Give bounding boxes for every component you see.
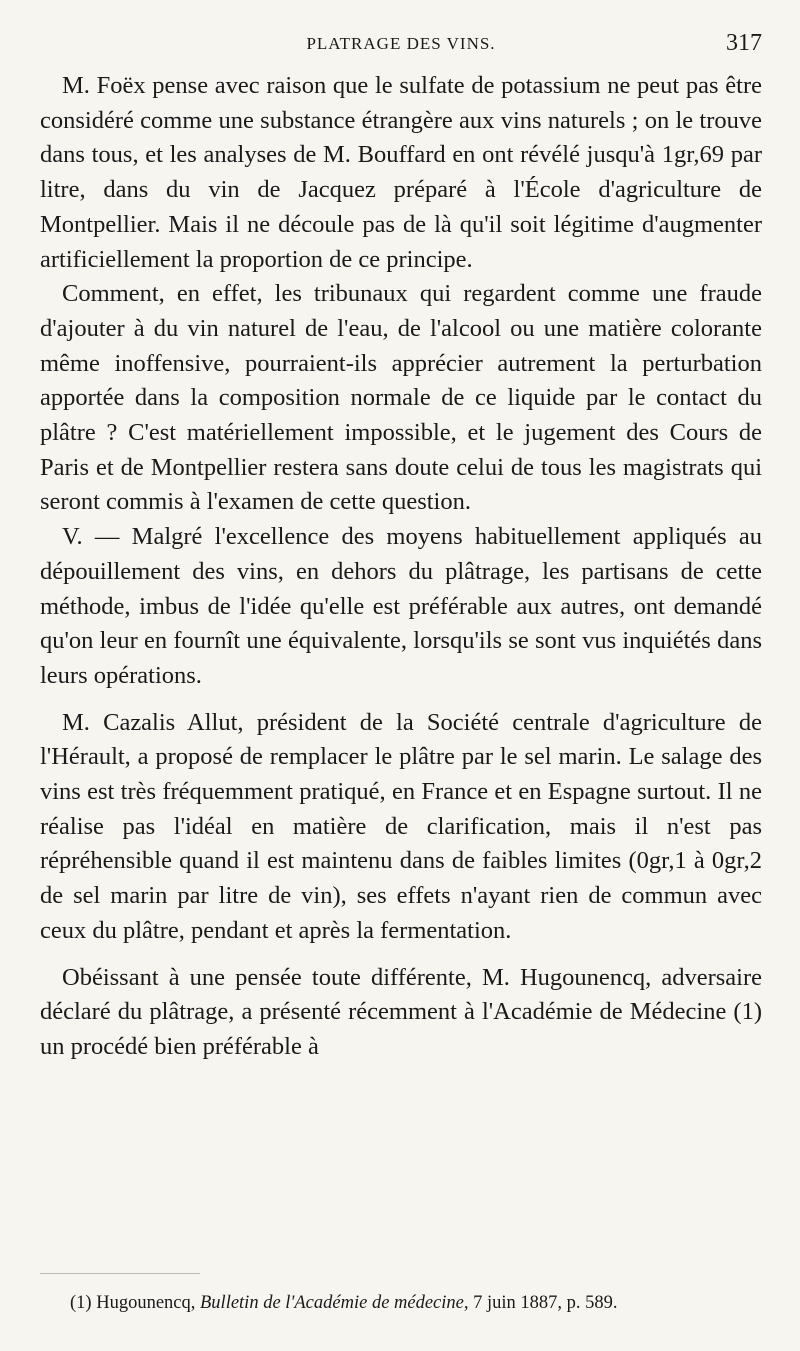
- page-number: 317: [726, 30, 762, 56]
- running-title: PLATRAGE DES VINS.: [306, 34, 496, 53]
- footnote-details: 7 juin 1887, p. 589.: [473, 1293, 618, 1313]
- body-text: [40, 69, 762, 1065]
- footnote: [40, 1290, 764, 1316]
- paragraph-2: Comment, en effet, les tribunaux qui regardent comme une fraude d'ajouter à du vin naturel de l'eau, de l'alcool ou une matière colorante même inoffensive, pourraient-ils apprécier autrement la perturbation apportée dans la composition normale de ce liquide par le contact du plâtre ? C'est matériellement impossible, et le jugement des Cours de Paris et de Montpellier restera sans doute celui de tous les magistrats qui seront commis à l'examen de cette question.: [40, 280, 762, 516]
- paragraph-3: V. — Malgré l'excellence des moyens habituellement appliqués au dépouillement des vins, en dehors du plâtrage, les partisans de cette méthode, imbus de l'idée qu'elle est préférable aux autres, ont demandé qu'on leur en fournît une équivalente, lorsqu'ils se sont vus inquiétés dans leurs opérations.: [40, 523, 762, 689]
- paragraph-4: M. Cazalis Allut, président de la Société centrale d'agriculture de l'Hérault, a proposé de remplacer le plâtre par le sel marin. Le salage des vins est très fréquemment pratiqué, en France et en Espagne surtout. Il ne réalise pas l'idéal en matière de clarification, mais il n'est pas répréhensible quand il est maintenu dans de faibles limites (0gr,1 à 0gr,2 de sel marin par litre de vin), ses effets n'ayant rien de commun avec ceux du plâtre, pendant et après la fermentation.: [40, 708, 762, 944]
- footnote-divider: [40, 1273, 200, 1274]
- footnote-journal: Bulletin de l'Académie de médecine,: [200, 1293, 469, 1313]
- page-header: [40, 28, 762, 60]
- paragraph-1: M. Foëx pense avec raison que le sulfate de potassium ne peut pas être considéré comme une substance étrangère aux vins naturels ; on le trouve dans tous, et les analyses de M. Bouffard en ont révélé jusqu'à 1gr,69 par litre, dans du vin de Jacquez préparé à l'École d'agriculture de Montpellier. Mais il ne découle pas de là qu'il soit légitime d'augmenter artificiellement la proportion de ce principe.: [40, 72, 762, 273]
- footnote-marker: (1): [70, 1293, 92, 1313]
- footnote-author: Hugounencq,: [96, 1293, 196, 1313]
- paragraph-5: Obéissant à une pensée toute différente, M. Hugounencq, adversaire déclaré du plâtrage, a présenté récemment à l'Académie de Médecine (1) un procédé bien préférable à: [40, 963, 762, 1060]
